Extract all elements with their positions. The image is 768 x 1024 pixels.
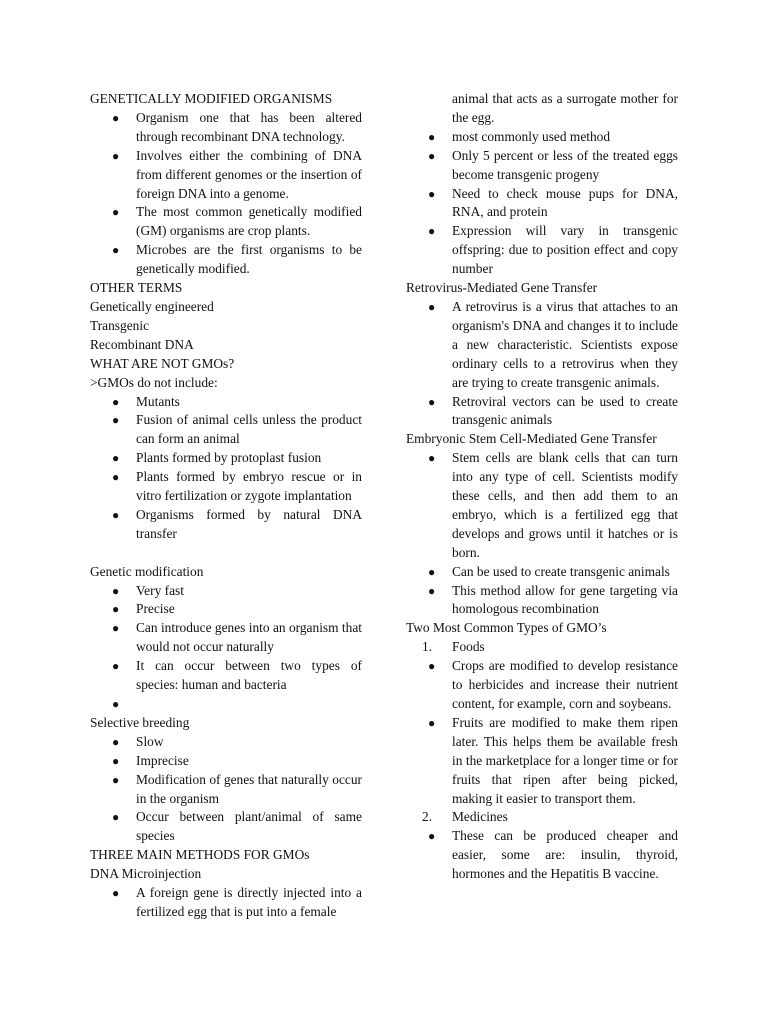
list-item: ● Plants formed by protoplast fusion: [90, 449, 362, 468]
not-gmo-heading: WHAT ARE NOT GMOs?: [90, 355, 235, 371]
bullet-icon: ●: [112, 810, 120, 825]
genetic-modification-heading: Genetic modification: [90, 563, 204, 579]
list-item: ● Very fast: [90, 582, 362, 601]
methods-heading: THREE MAIN METHODS FOR GMOs: [90, 847, 310, 863]
foods-list: [406, 657, 678, 808]
medicines-list: [406, 827, 678, 884]
bullet-icon: ●: [428, 829, 436, 844]
bullet-icon: ●: [112, 243, 120, 258]
term-item: Recombinant DNA: [90, 336, 194, 352]
list-item: ● Expression will vary in transgenic offspring: due to position effect and copy number: [428, 223, 678, 277]
list-item: ● It can occur between two types of species: human and bacteria: [112, 658, 362, 693]
list-item: ● Fruits are modified to make them ripen later. This helps them be available fresh in the marketplace for a longer time or for fruits that ripen after being picked, making it easier to transport them.: [428, 714, 678, 806]
bullet-icon: ●: [112, 772, 120, 787]
other-terms-heading: OTHER TERMS: [90, 280, 183, 296]
list-item: ● Microbes are the first organisms to be genetically modified.: [112, 242, 362, 277]
bullet-icon: ●: [428, 299, 436, 314]
list-item-empty: [90, 695, 362, 714]
list-item: ● Modification of genes that naturally occur in the organism: [112, 771, 362, 806]
bullet-icon: ●: [112, 205, 120, 220]
stem-cell-heading: Embryonic Stem Cell-Mediated Gene Transfer: [406, 431, 657, 447]
list-item: ● Slow: [90, 733, 362, 752]
not-gmo-intro: >GMOs do not include:: [90, 374, 218, 390]
list-item: ● Imprecise: [90, 752, 362, 771]
list-item: ● Stem cells are blank cells that can turn into any type of cell. Scientists modify these cells, and then add them to an embryo, which is a fertilized egg that develops and grows until it hatches or is born.: [428, 450, 678, 560]
bullet-icon: ●: [112, 583, 120, 598]
bullet-icon: ●: [428, 224, 436, 239]
list-item: ● Need to check mouse pups for DNA, RNA, and protein: [428, 185, 678, 220]
bullet-icon: ●: [112, 470, 120, 485]
numbered-item-medicines: 2. Medicines: [406, 808, 678, 827]
retrovirus-heading: Retrovirus-Mediated Gene Transfer: [406, 280, 598, 296]
numbered-item-foods: 1. Foods: [406, 638, 678, 657]
list-item: ● Involves either the combining of DNA from different genomes or the insertion of foreign DNA into a genome.: [112, 147, 362, 201]
bullet-icon: ●: [428, 583, 436, 598]
bullet-icon: ●: [428, 451, 436, 466]
genetic-modification-list: [90, 582, 362, 714]
list-item: ● Plants formed by embryo rescue or in vitro fertilization or zygote implantation: [112, 469, 362, 504]
list-item: ● Organisms formed by natural DNA transfer: [112, 506, 362, 541]
bullet-icon: ●: [112, 886, 120, 901]
bullet-icon: ●: [428, 715, 436, 730]
microinjection-continued: animal that acts as a surrogate mother for the egg.: [452, 91, 678, 125]
list-item: ● Fusion of animal cells unless the product can form an animal: [112, 412, 362, 447]
gmo-types-heading: Two Most Common Types of GMO’s: [406, 620, 607, 636]
list-item: ● Only 5 percent or less of the treated eggs become transgenic progeny: [428, 147, 678, 182]
bullet-icon: ●: [428, 564, 436, 579]
list-item: ● Retroviral vectors can be used to create transgenic animals: [428, 393, 678, 428]
list-item: ● Can introduce genes into an organism that would not occur naturally: [112, 620, 362, 655]
bullet-icon: ●: [428, 129, 436, 144]
spacer: [90, 544, 362, 563]
microinjection-list: [90, 884, 362, 922]
list-item: ● Organism one that has been altered through recombinant DNA technology.: [112, 109, 362, 144]
stem-cell-list: [406, 449, 678, 619]
list-item: ● most commonly used method: [406, 128, 678, 147]
gmo-list: [90, 109, 362, 279]
bullet-icon: ●: [112, 753, 120, 768]
not-gmo-list: [90, 393, 362, 544]
microinjection-heading: DNA Microinjection: [90, 866, 202, 882]
microinjection-list-continued: [406, 128, 678, 279]
bullet-icon: ●: [428, 148, 436, 163]
list-item: ● Occur between plant/animal of same species: [112, 809, 362, 844]
list-item: ● These can be produced cheaper and easier, some are: insulin, thyroid, hormones and the Hepatitis B vaccine.: [428, 828, 678, 882]
term-item: Transgenic: [90, 317, 150, 333]
bullet-icon: ●: [112, 110, 120, 125]
bullet-icon: ●: [428, 186, 436, 201]
medicines-numbered: [406, 808, 678, 827]
list-item: ● A retrovirus is a virus that attaches to an organism's DNA and changes it to include a new characteristic. Scientists expose ordinary cells to a retrovirus when they are trying to create transgenic animals.: [428, 298, 678, 390]
bullet-icon: ●: [112, 451, 120, 466]
list-item: ● This method allow for gene targeting via homologous recombination: [428, 582, 678, 617]
bullet-icon: ●: [112, 394, 120, 409]
gmo-heading: GENETICALLY MODIFIED ORGANISMS: [90, 91, 333, 106]
list-number: 2.: [422, 809, 433, 825]
bullet-icon: ●: [112, 602, 120, 617]
list-item: ● Precise: [90, 600, 362, 619]
list-item: ● Can be used to create transgenic animals: [406, 563, 678, 582]
bullet-icon: ●: [428, 394, 436, 409]
bullet-icon: ●: [112, 621, 120, 636]
left-column: [90, 90, 362, 922]
right-column: [406, 90, 678, 884]
bullet-icon: ●: [112, 148, 120, 163]
selective-breeding-heading: Selective breeding: [90, 714, 190, 730]
bullet-icon: ●: [112, 659, 120, 674]
selective-breeding-list: [90, 733, 362, 846]
list-number: 1.: [422, 639, 433, 655]
list-item: ● Crops are modified to develop resistance to herbicides and increase their nutrient content, for example, corn and soybeans.: [428, 658, 678, 711]
term-item: Genetically engineered: [90, 298, 214, 314]
foods-numbered: [406, 638, 678, 657]
bullet-icon: ●: [112, 507, 120, 522]
bullet-icon: ●: [112, 413, 120, 428]
list-item: ● Mutants: [90, 393, 362, 412]
list-item: ● A foreign gene is directly injected into a fertilized egg that is put into a female: [112, 885, 362, 919]
retrovirus-list: [406, 298, 678, 430]
list-item: ● The most common genetically modified (GM) organisms are crop plants.: [112, 204, 362, 239]
bullet-icon: ●: [428, 659, 436, 674]
bullet-icon: ●: [112, 734, 120, 749]
bullet-icon: ●: [112, 696, 120, 711]
